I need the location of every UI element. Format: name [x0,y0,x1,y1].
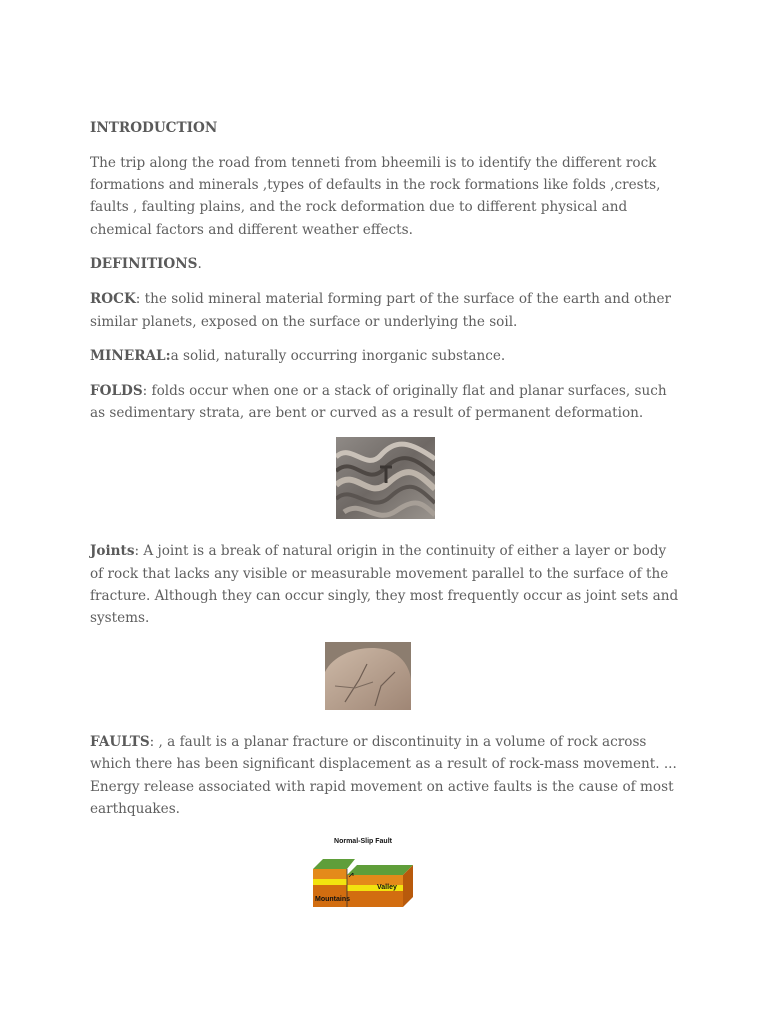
folds-text: : folds occur when one or a stack of originally flat and planar surfaces, such as sedimentary strata, are bent or curved as a result of permanent deformation. [90,383,667,422]
joints-term: Joints [90,543,135,560]
intro-heading [90,117,680,139]
rock-definition [90,288,680,333]
rock-text: : the solid mineral material forming part of the surface of the earth and other similar planets, exposed on the surface or underlying the soil. [90,291,671,330]
folds-term: FOLDS [90,383,143,400]
folds-photo-figure [90,437,680,519]
definitions-heading-text: DEFINITIONS [90,256,198,273]
joints-definition [90,540,680,629]
mineral-definition [90,345,680,367]
folds-photo [336,437,435,519]
fault-diagram-mountains-label: Mountains [315,895,350,903]
intro-paragraph: The trip along the road from tenneti from bheemili is to identify the different rock formations and minerals ,types of defaults in the rock formations like folds ,crests, faults , faulting plains, and the rock deformation due to different physical and chemical factors and different weather effects. [90,154,661,238]
folds-definition [90,380,680,425]
joints-text: : A joint is a break of natural origin in the continuity of either a layer or body of rock that lacks any visible or measurable movement parallel to the surface of the fracture. Although they can occur singly, they most frequently occur as joint sets and systems. [90,543,679,627]
intro-heading-text: INTRODUCTION [90,120,218,136]
joints-photo-figure [56,642,680,710]
definitions-heading-suffix: . [197,256,202,273]
normal-slip-fault-diagram [311,833,415,913]
fault-diagram-title: Normal-Slip Fault [334,837,392,845]
fault-diagram-figure [46,833,680,913]
mineral-text: a solid, naturally occurring inorganic substance. [170,348,506,365]
faults-text: : , a fault is a planar fracture or discontinuity in a volume of rock across which there has been significant displacement as a result of rock-mass movement. ... Energy release associated with rapid movement on active faults is the cause of most earthquakes. [90,733,677,817]
joints-photo [325,642,411,710]
fault-diagram-valley-label: Valley [377,883,397,891]
mineral-term: MINERAL: [90,348,171,365]
document-page [90,117,680,934]
definitions-heading [90,253,680,275]
faults-term: FAULTS [90,733,150,750]
faults-definition [90,731,680,820]
rock-term: ROCK [90,291,136,308]
